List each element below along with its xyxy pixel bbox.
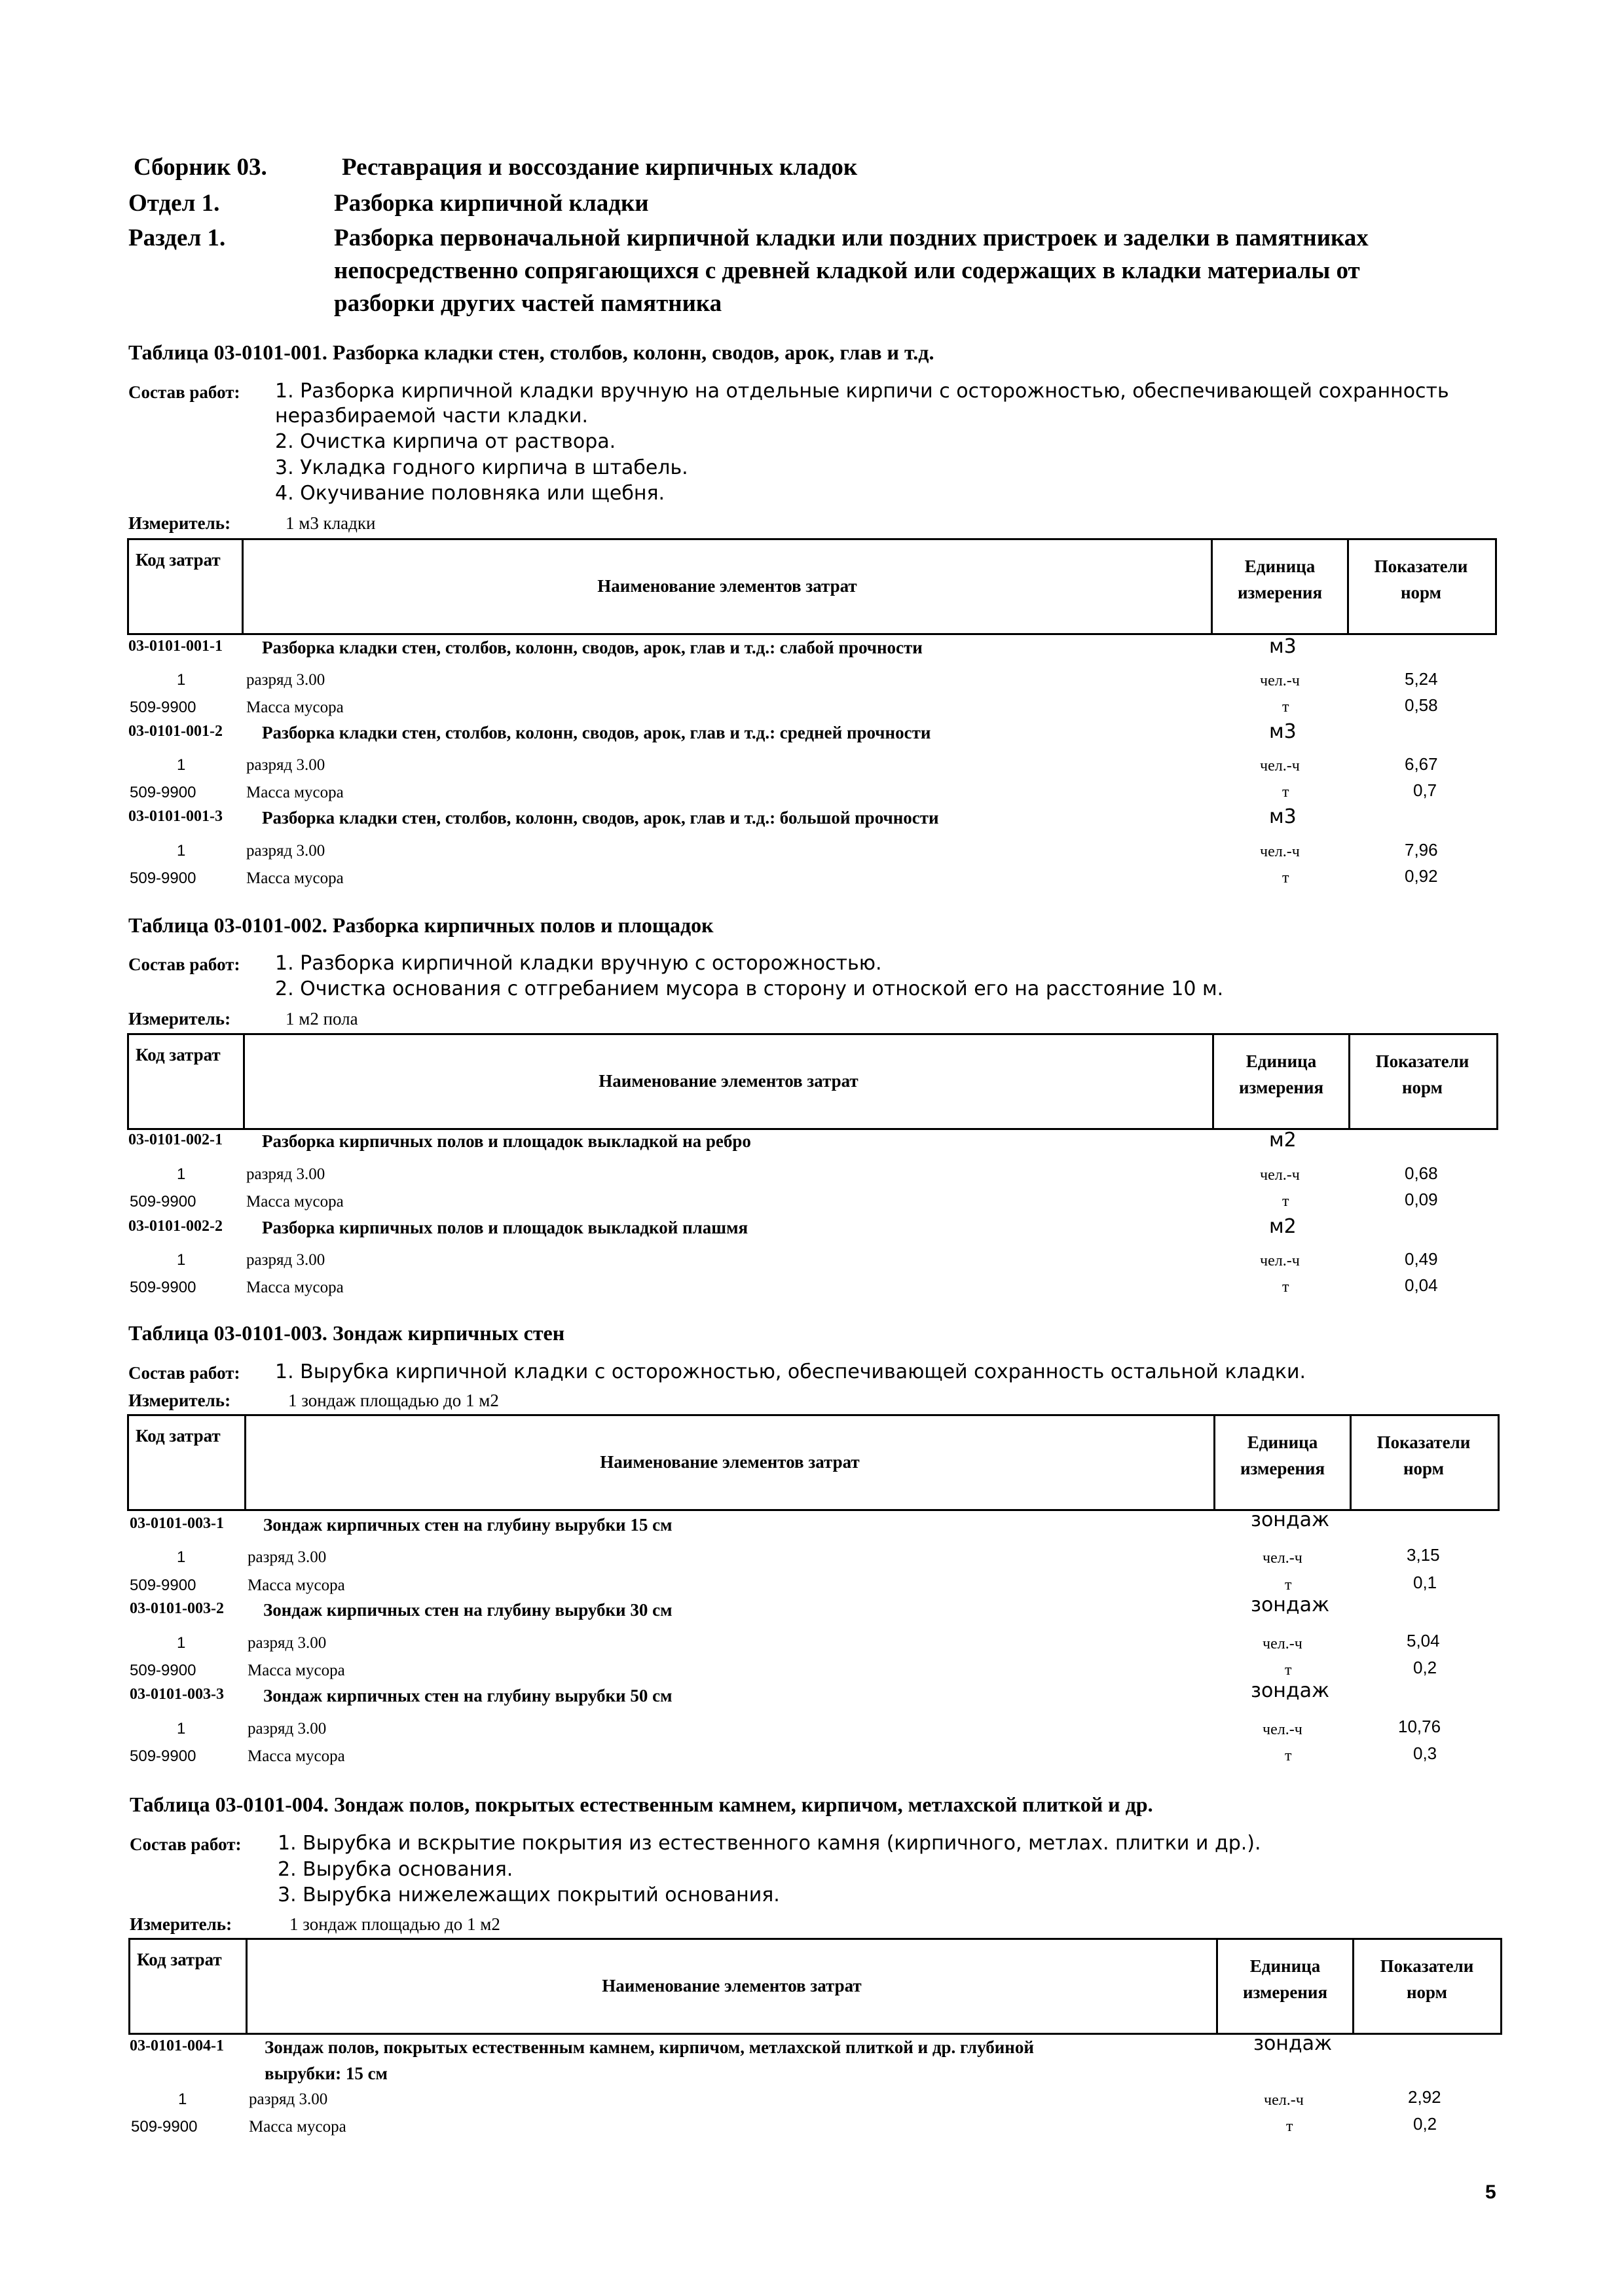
row-unit: чел.-ч bbox=[1260, 757, 1300, 774]
measure-label: Измеритель: bbox=[128, 1391, 231, 1410]
row-unit: м2 bbox=[1269, 1129, 1297, 1152]
row-unit: чел.-ч bbox=[1260, 843, 1300, 860]
row-unit: м2 bbox=[1269, 1215, 1297, 1238]
col-code-header: Код затрат bbox=[136, 1045, 221, 1065]
row-name: разряд 3.00 bbox=[248, 1634, 327, 1652]
col-norm-header bbox=[1349, 553, 1493, 606]
row-value: 0,58 bbox=[1405, 695, 1438, 715]
col-name-header: Наименование элементов затрат bbox=[597, 576, 857, 596]
row-code: 1 bbox=[177, 1548, 186, 1566]
row-name-continuation: вырубки: 15 см bbox=[265, 2064, 388, 2083]
col-unit-l1: Единица bbox=[1247, 1432, 1318, 1452]
row-code: 03-0101-001-3 bbox=[128, 808, 223, 825]
col-unit-l2: измерения bbox=[1240, 1459, 1325, 1478]
composition-item: 3. Укладка годного кирпича в штабель. bbox=[275, 456, 688, 479]
row-name: Разборка кладки стен, столбов, колонн, сводов, арок, глав и т.д.: большой прочности bbox=[262, 808, 939, 828]
row-code: 1 bbox=[177, 1251, 186, 1269]
col-norm-header bbox=[1354, 1953, 1500, 2005]
row-code: 509-9900 bbox=[130, 1193, 196, 1211]
measure-label: Измеритель: bbox=[130, 1914, 232, 1934]
row-unit: чел.-ч bbox=[1263, 1550, 1302, 1567]
row-unit: зондаж bbox=[1251, 1594, 1330, 1616]
row-code: 1 bbox=[178, 2090, 187, 2108]
section-label: Раздел 1. bbox=[128, 225, 226, 251]
composition-item: 1. Разборка кирпичной кладки вручную с осторожностью. bbox=[275, 952, 882, 975]
row-unit: зондаж bbox=[1253, 2032, 1333, 2055]
col-name-header: Наименование элементов затрат bbox=[600, 1452, 860, 1472]
row-name: разряд 3.00 bbox=[248, 1548, 327, 1566]
row-unit: т bbox=[1282, 1279, 1289, 1296]
row-name: Разборка кладки стен, столбов, колонн, сводов, арок, глав и т.д.: средней прочности bbox=[262, 723, 931, 742]
row-unit: м3 bbox=[1269, 635, 1297, 658]
row-code: 509-9900 bbox=[130, 1662, 196, 1679]
row-name: Разборка кирпичных полов и площадок выкладкой плашмя bbox=[262, 1218, 748, 1237]
measure-value: 1 м2 пола bbox=[286, 1009, 358, 1029]
col-norm-header bbox=[1350, 1048, 1494, 1101]
row-value: 0,7 bbox=[1413, 780, 1437, 800]
table-title: Таблица 03-0101-003. Зондаж кирпичных стен bbox=[128, 1321, 565, 1345]
col-unit-l1: Единица bbox=[1249, 1956, 1321, 1976]
composition-label: Состав работ: bbox=[130, 1834, 242, 1854]
row-value: 0,1 bbox=[1413, 1573, 1437, 1592]
row-unit: м3 bbox=[1269, 805, 1297, 828]
measure-label: Измеритель: bbox=[128, 1009, 231, 1029]
row-value: 10,76 bbox=[1398, 1717, 1441, 1736]
row-unit: т bbox=[1286, 2118, 1293, 2135]
row-code: 1 bbox=[177, 1165, 186, 1183]
col-name-header: Наименование элементов затрат bbox=[599, 1071, 858, 1091]
col-unit-l1: Единица bbox=[1246, 1051, 1317, 1071]
row-value: 5,24 bbox=[1405, 669, 1438, 689]
row-unit: чел.-ч bbox=[1263, 1721, 1302, 1738]
row-value: 5,04 bbox=[1407, 1631, 1440, 1650]
composition-item: 1. Вырубка и вскрытие покрытия из естественного камня (кирпичного, метлах. плитки и др.). bbox=[278, 1832, 1261, 1855]
row-code: 03-0101-002-1 bbox=[128, 1131, 223, 1148]
page-number: 5 bbox=[1485, 2181, 1496, 2203]
col-unit-header bbox=[1213, 553, 1347, 606]
collection-title: Реставрация и воссоздание кирпичных кладок bbox=[342, 154, 858, 181]
composition-item: 3. Вырубка нижележащих покрытий основания. bbox=[278, 1884, 780, 1906]
col-norm-l1: Показатели bbox=[1374, 556, 1468, 576]
measure-value: 1 зондаж площадью до 1 м2 bbox=[288, 1391, 499, 1410]
row-name: разряд 3.00 bbox=[246, 1165, 325, 1183]
row-name: Масса мусора bbox=[248, 1576, 345, 1594]
row-unit: т bbox=[1282, 784, 1289, 801]
row-code: 03-0101-003-1 bbox=[130, 1515, 224, 1532]
row-name: Масса мусора bbox=[246, 1193, 344, 1211]
col-norm-l1: Показатели bbox=[1380, 1956, 1474, 1976]
row-code: 1 bbox=[177, 1634, 186, 1652]
section-title-line-3: разборки других частей памятника bbox=[334, 290, 722, 317]
table-header bbox=[127, 538, 1497, 635]
row-code: 1 bbox=[177, 671, 186, 689]
col-norm-l2: норм bbox=[1406, 1982, 1448, 2002]
row-code: 509-9900 bbox=[130, 699, 196, 716]
row-code: 03-0101-003-3 bbox=[130, 1686, 224, 1703]
row-name: Зондаж кирпичных стен на глубину вырубки 15 см bbox=[263, 1515, 673, 1535]
row-code: 03-0101-003-2 bbox=[130, 1600, 224, 1617]
composition-label: Состав работ: bbox=[128, 382, 240, 402]
row-value: 7,96 bbox=[1405, 840, 1438, 860]
row-unit: т bbox=[1285, 1576, 1292, 1594]
row-code: 1 bbox=[177, 756, 186, 774]
composition-label: Состав работ: bbox=[128, 955, 240, 974]
section-title-line-2: непосредственно сопрягающихся с древней кладкой или содержащих в кладки материалы от bbox=[334, 257, 1360, 284]
row-code: 03-0101-001-2 bbox=[128, 723, 223, 740]
col-norm-l2: норм bbox=[1401, 1078, 1443, 1097]
row-code: 03-0101-001-1 bbox=[128, 638, 223, 655]
row-name: разряд 3.00 bbox=[246, 842, 325, 860]
row-name: разряд 3.00 bbox=[248, 1720, 327, 1738]
row-name: разряд 3.00 bbox=[246, 671, 325, 689]
composition-item: 4. Окучивание половняка или щебня. bbox=[275, 482, 665, 505]
row-unit: чел.-ч bbox=[1260, 672, 1300, 689]
col-unit-header bbox=[1214, 1048, 1348, 1101]
row-name: Масса мусора bbox=[246, 1279, 344, 1296]
col-unit-l2: измерения bbox=[1242, 1982, 1328, 2002]
composition-item: 1. Вырубка кирпичной кладки с осторожностью, обеспечивающей сохранность остальной кладки. bbox=[275, 1360, 1306, 1383]
col-unit-header bbox=[1218, 1953, 1352, 2005]
row-name: Зондаж кирпичных стен на глубину вырубки 50 см bbox=[263, 1686, 673, 1705]
col-code-header: Код затрат bbox=[136, 1426, 221, 1446]
composition-item: 2. Очистка основания с отгребанием мусора в сторону и отноской его на расстояние 10 м. bbox=[275, 977, 1224, 1000]
row-unit: т bbox=[1282, 1193, 1289, 1210]
row-code: 03-0101-004-1 bbox=[130, 2037, 224, 2054]
row-code: 509-9900 bbox=[130, 1576, 196, 1594]
table-header bbox=[127, 1033, 1498, 1130]
col-unit-l1: Единица bbox=[1244, 556, 1316, 576]
row-unit: м3 bbox=[1269, 720, 1297, 743]
row-unit: т bbox=[1282, 699, 1289, 716]
row-unit: зондаж bbox=[1251, 1508, 1330, 1531]
composition-item: 2. Очистка кирпича от раствора. bbox=[275, 430, 616, 453]
row-value: 0,49 bbox=[1405, 1249, 1438, 1269]
row-name: Масса мусора bbox=[249, 2118, 346, 2136]
row-code: 509-9900 bbox=[130, 784, 196, 801]
col-name-header: Наименование элементов затрат bbox=[602, 1976, 862, 1995]
col-unit-l2: измерения bbox=[1238, 1078, 1324, 1097]
row-value: 0,92 bbox=[1405, 866, 1438, 886]
row-name: Масса мусора bbox=[246, 869, 344, 887]
row-unit: чел.-ч bbox=[1263, 1635, 1302, 1652]
row-code: 03-0101-002-2 bbox=[128, 1218, 223, 1235]
measure-value: 1 зондаж площадью до 1 м2 bbox=[289, 1914, 500, 1934]
row-value: 2,92 bbox=[1408, 2087, 1441, 2107]
row-name: Масса мусора bbox=[246, 784, 344, 801]
row-unit: т bbox=[1282, 869, 1289, 886]
row-unit: т bbox=[1285, 1662, 1292, 1679]
row-unit: чел.-ч bbox=[1260, 1252, 1300, 1269]
table-header bbox=[128, 1938, 1502, 2035]
row-name: Зондаж кирпичных стен на глубину вырубки 30 см bbox=[263, 1600, 673, 1620]
row-value: 6,67 bbox=[1405, 754, 1438, 774]
row-value: 0,68 bbox=[1405, 1163, 1438, 1183]
department-title: Разборка кирпичной кладки bbox=[334, 190, 649, 217]
row-code: 509-9900 bbox=[130, 1279, 196, 1296]
composition-label: Состав работ: bbox=[128, 1363, 240, 1383]
row-value: 0,04 bbox=[1405, 1275, 1438, 1295]
row-name: Масса мусора bbox=[246, 699, 344, 716]
row-unit: т bbox=[1285, 1747, 1292, 1764]
row-code: 1 bbox=[177, 842, 186, 860]
measure-label: Измеритель: bbox=[128, 513, 231, 533]
row-name: Разборка кирпичных полов и площадок выкладкой на ребро bbox=[262, 1131, 751, 1151]
col-norm-l1: Показатели bbox=[1376, 1432, 1471, 1452]
row-name: Масса мусора bbox=[248, 1662, 345, 1679]
row-name: Масса мусора bbox=[248, 1747, 345, 1765]
table-header bbox=[127, 1414, 1500, 1511]
col-code-header: Код затрат bbox=[137, 1950, 222, 1969]
row-value: 0,2 bbox=[1413, 2114, 1437, 2134]
composition-item: 2. Вырубка основания. bbox=[278, 1858, 513, 1881]
row-value: 0,2 bbox=[1413, 1658, 1437, 1677]
row-value: 3,15 bbox=[1407, 1545, 1440, 1565]
table-title: Таблица 03-0101-004. Зондаж полов, покрытых естественным камнем, кирпичом, метлахской плиткой и др. bbox=[130, 1793, 1153, 1816]
col-norm-l2: норм bbox=[1400, 583, 1442, 602]
table-title: Таблица 03-0101-001. Разборка кладки стен, столбов, колонн, сводов, арок, глав и т.д. bbox=[128, 340, 934, 364]
row-code: 509-9900 bbox=[131, 2118, 198, 2136]
row-name: Зондаж полов, покрытых естественным камнем, кирпичом, метлахской плиткой и др. глубиной bbox=[265, 2037, 1034, 2057]
col-norm-l2: норм bbox=[1403, 1459, 1445, 1478]
table-title: Таблица 03-0101-002. Разборка кирпичных полов и площадок bbox=[128, 913, 714, 937]
row-value: 0,09 bbox=[1405, 1190, 1438, 1209]
measure-value: 1 м3 кладки bbox=[286, 513, 376, 533]
row-name: разряд 3.00 bbox=[246, 1251, 325, 1269]
row-code: 509-9900 bbox=[130, 1747, 196, 1765]
section-title-line-1: Разборка первоначальной кирпичной кладки или поздних пристроек и заделки в памятниках bbox=[334, 225, 1369, 251]
collection-label: Сборник 03. bbox=[134, 154, 267, 181]
col-unit-header bbox=[1215, 1429, 1350, 1482]
row-name: Разборка кладки стен, столбов, колонн, сводов, арок, глав и т.д.: слабой прочности bbox=[262, 638, 923, 657]
row-unit: зондаж bbox=[1251, 1679, 1330, 1702]
composition-item: 1. Разборка кирпичной кладки вручную на отдельные кирпичи с осторожностью, обеспечивающей сохранность bbox=[275, 380, 1449, 403]
row-name: разряд 3.00 bbox=[249, 2090, 328, 2108]
row-value: 0,3 bbox=[1413, 1743, 1437, 1763]
col-unit-l2: измерения bbox=[1237, 583, 1323, 602]
composition-item: неразбираемой части кладки. bbox=[275, 405, 589, 428]
row-unit: чел.-ч bbox=[1260, 1167, 1300, 1184]
row-code: 1 bbox=[177, 1720, 186, 1738]
row-name: разряд 3.00 bbox=[246, 756, 325, 774]
department-label: Отдел 1. bbox=[128, 190, 220, 217]
row-code: 509-9900 bbox=[130, 869, 196, 887]
row-unit: чел.-ч bbox=[1264, 2092, 1304, 2109]
col-norm-header bbox=[1352, 1429, 1496, 1482]
col-code-header: Код затрат bbox=[136, 550, 221, 570]
col-norm-l1: Показатели bbox=[1375, 1051, 1469, 1071]
